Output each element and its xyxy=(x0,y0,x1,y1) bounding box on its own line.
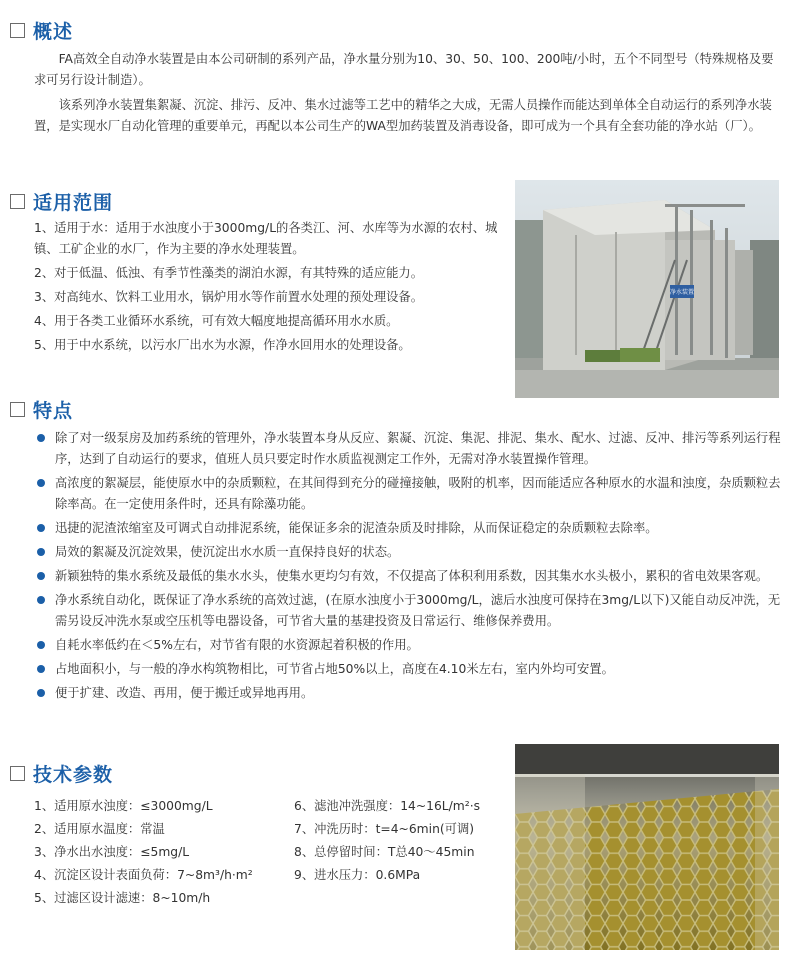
overview-paragraph-1: FA高效全自动净水装置是由本公司研制的系列产品，净水量分别为10、30、50、100、200吨/小时，五个不同型号（特殊规格及要求可另行设计制造）。 xyxy=(34,52,774,87)
scope-list xyxy=(34,218,502,359)
list-item: 新颖独特的集水系统及最低的集水水头，使集水更均匀有效，不仅提高了体积利用系数，因其集水水头极小，累积的省电效果客观。 xyxy=(37,566,781,587)
list-item: 迅捷的泥渣浓缩室及可调式自动排泥系统，能保证多余的泥渣杂质及时排除，从而保证稳定的杂质颗粒去除率。 xyxy=(37,518,781,539)
bullet-dot-icon xyxy=(37,548,45,556)
param-row: 1、适用原水浊度：≤3000mg/L xyxy=(34,799,213,813)
bullet-dot-icon xyxy=(37,572,45,580)
section-scope-header xyxy=(10,188,113,215)
checkbox-square-icon xyxy=(10,23,25,38)
checkbox-square-icon xyxy=(10,766,25,781)
param-row: 4、沉淀区设计表面负荷：7~8m³/h·m² xyxy=(34,868,253,882)
section-overview-header xyxy=(10,17,73,44)
bullet-dot-icon xyxy=(37,641,45,649)
bullet-dot-icon xyxy=(37,689,45,697)
param-row: 3、净水出水浊度：≤5mg/L xyxy=(34,845,190,859)
filter-media-photo xyxy=(515,744,779,950)
list-item: 5、用于中水系统，以污水厂出水为水源，作净水回用水的处理设备。 xyxy=(34,338,411,352)
list-item: 1、适用于水：适用于水浊度小于3000mg/L的各类江、河、水库等为水源的农村、城镇、工矿企业的水厂，作为主要的净水处理装置。 xyxy=(34,221,498,256)
list-item: 净水系统自动化，既保证了净水系统的高效过滤，(在原水浊度小于3000mg/L，滤后水浊度可保持在3mg/L以下)又能自动反冲洗，无需另设反冲洗水泵或空压机等电器设备，可节省大量的基建投资及日常运行、维修保养费用。 xyxy=(37,590,781,632)
params-right-column xyxy=(294,795,509,887)
list-item: 自耗水率低约在＜5%左右，对节省有限的水资源起着积极的作用。 xyxy=(37,635,781,656)
list-item: 高浓度的絮凝层，能使原水中的杂质颗粒，在其间得到充分的碰撞接触，吸附的机率，因而能适应各种原水的水温和浊度，杂质颗粒去除率高。在一定使用条件时，还具有除藻功能。 xyxy=(37,473,781,515)
list-item: 便于扩建、改造、再用，便于搬迁或异地再用。 xyxy=(37,683,781,704)
overview-paragraph-2: 该系列净水装置集絮凝、沉淀、排污、反冲、集水过滤等工艺中的精华之大成，无需人员操作而能达到单体全自动运行的系列净水装置，是实现水厂自动化管理的重要单元，再配以本公司生产的WA型加药装置及消毒设备，即可成为一个具有全套功能的净水站（厂）。 xyxy=(34,98,772,133)
list-item: 2、对于低温、低浊、有季节性藻类的湖泊水源，有其特殊的适应能力。 xyxy=(34,266,424,280)
param-row: 6、滤池冲洗强度：14~16L/m²·s xyxy=(294,799,481,813)
checkbox-square-icon xyxy=(10,402,25,417)
param-row: 2、适用原水温度：常温 xyxy=(34,822,165,836)
bullet-dot-icon xyxy=(37,665,45,673)
checkbox-square-icon xyxy=(10,194,25,209)
section-title: 特点 xyxy=(33,400,74,422)
param-row: 8、总停留时间：T总40～45min xyxy=(294,845,475,859)
section-features-header xyxy=(10,396,73,423)
features-list xyxy=(37,428,781,707)
param-row: 9、进水压力：0.6MPa xyxy=(294,868,421,882)
params-left-column xyxy=(34,795,284,910)
bullet-dot-icon xyxy=(37,596,45,604)
list-item: 3、对高纯水、饮料工业用水，锅炉用水等作前置水处理的预处理设备。 xyxy=(34,290,424,304)
photo-sign-text: 净水装置 xyxy=(669,289,695,296)
section-title: 适用范围 xyxy=(33,192,114,214)
list-item: 除了对一级泵房及加药系统的管理外，净水装置本身从反应、絮凝、沉淀、集泥、排泥、集水、配水、过滤、反冲、排污等系列运行程序，达到了自动运行的要求，值班人员只要定时作水质监视测定工作外，无需对净水装置操作管理。 xyxy=(37,428,781,470)
param-row: 7、冲洗历时：t=4~6min(可调) xyxy=(294,822,475,836)
bullet-dot-icon xyxy=(37,524,45,532)
section-params-header xyxy=(10,760,113,787)
equipment-photo xyxy=(515,180,779,398)
list-item: 占地面积小，与一般的净水构筑物相比，可节省占地50%以上，高度在4.10米左右，室内外均可安置。 xyxy=(37,659,781,680)
bullet-dot-icon xyxy=(37,434,45,442)
list-item: 4、用于各类工业循环水系统，可有效大幅度地提高循环用水水质。 xyxy=(34,314,399,328)
bullet-dot-icon xyxy=(37,479,45,487)
param-row: 5、过滤区设计滤速：8~10m/h xyxy=(34,891,211,905)
list-item: 局效的絮凝及沉淀效果，使沉淀出水水质一直保持良好的状态。 xyxy=(37,542,781,563)
section-title: 技术参数 xyxy=(33,764,114,786)
section-title: 概述 xyxy=(33,21,74,43)
